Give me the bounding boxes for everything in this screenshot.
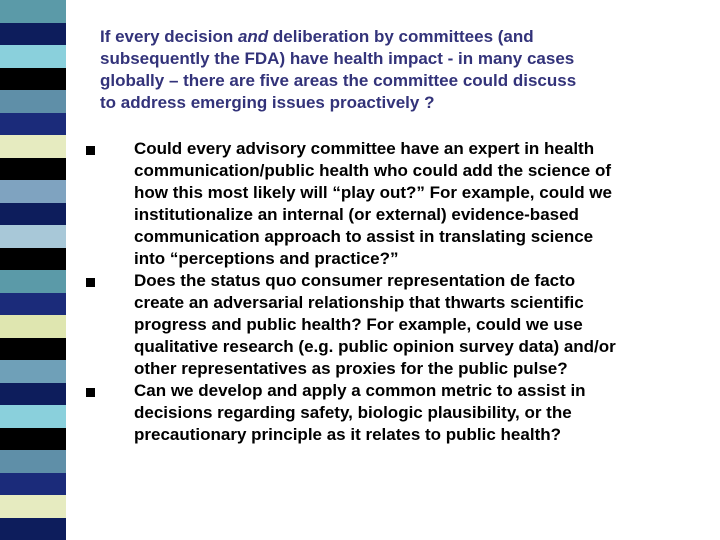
- stripe-band: [0, 405, 66, 428]
- stripe-band: [0, 315, 66, 338]
- stripe-band: [0, 248, 66, 271]
- stripe-band: [0, 495, 66, 518]
- decorative-stripe: [0, 0, 66, 540]
- stripe-band: [0, 90, 66, 113]
- stripe-band: [0, 225, 66, 248]
- bullet-item: [86, 380, 716, 446]
- bullet-item: [86, 270, 716, 380]
- stripe-band: [0, 428, 66, 451]
- bullet-text: Could every advisory committee have an expert in health communication/public health who could add the science of how this most likely will “play out?” For example, could we institutionalize an internal (or external) evidence-based communication approach to assist in translating science into “perceptions and practice?”: [134, 139, 612, 268]
- stripe-band: [0, 203, 66, 226]
- stripe-band: [0, 113, 66, 136]
- bullet-square-icon: [86, 380, 134, 397]
- stripe-band: [0, 135, 66, 158]
- stripe-band: [0, 23, 66, 46]
- stripe-band: [0, 180, 66, 203]
- bullet-text: Does the status quo consumer representation de facto create an adversarial relationship that thwarts scientific progress and public health? For example, could we use qualitative research (e.g. public opinion survey data) and/or other representatives as proxies for the public pulse?: [134, 271, 616, 378]
- bullet-text: Can we develop and apply a common metric to assist in decisions regarding safety, biologic plausibility, or the precautionary principle as it relates to public health?: [134, 381, 586, 444]
- stripe-band: [0, 450, 66, 473]
- stripe-band: [0, 473, 66, 496]
- title-emphasis: and: [237, 27, 269, 46]
- bullet-square-icon: [86, 270, 134, 287]
- stripe-band: [0, 518, 66, 540]
- stripe-band: [0, 360, 66, 383]
- title-text-start: If every decision: [100, 27, 238, 46]
- stripe-band: [0, 383, 66, 406]
- slide-title: [100, 26, 700, 114]
- stripe-band: [0, 338, 66, 361]
- stripe-band: [0, 68, 66, 91]
- stripe-band: [0, 293, 66, 316]
- title-text-end: deliberation by committees (and subsequently the FDA) have health impact - in many cases globally – there are five areas the committee could discuss to address emerging issues proactively ?: [100, 27, 577, 112]
- stripe-band: [0, 158, 66, 181]
- bullet-list: [86, 138, 716, 446]
- stripe-band: [0, 45, 66, 68]
- bullet-item: [86, 138, 716, 270]
- bullet-square-icon: [86, 138, 134, 155]
- stripe-band: [0, 0, 66, 23]
- stripe-band: [0, 270, 66, 293]
